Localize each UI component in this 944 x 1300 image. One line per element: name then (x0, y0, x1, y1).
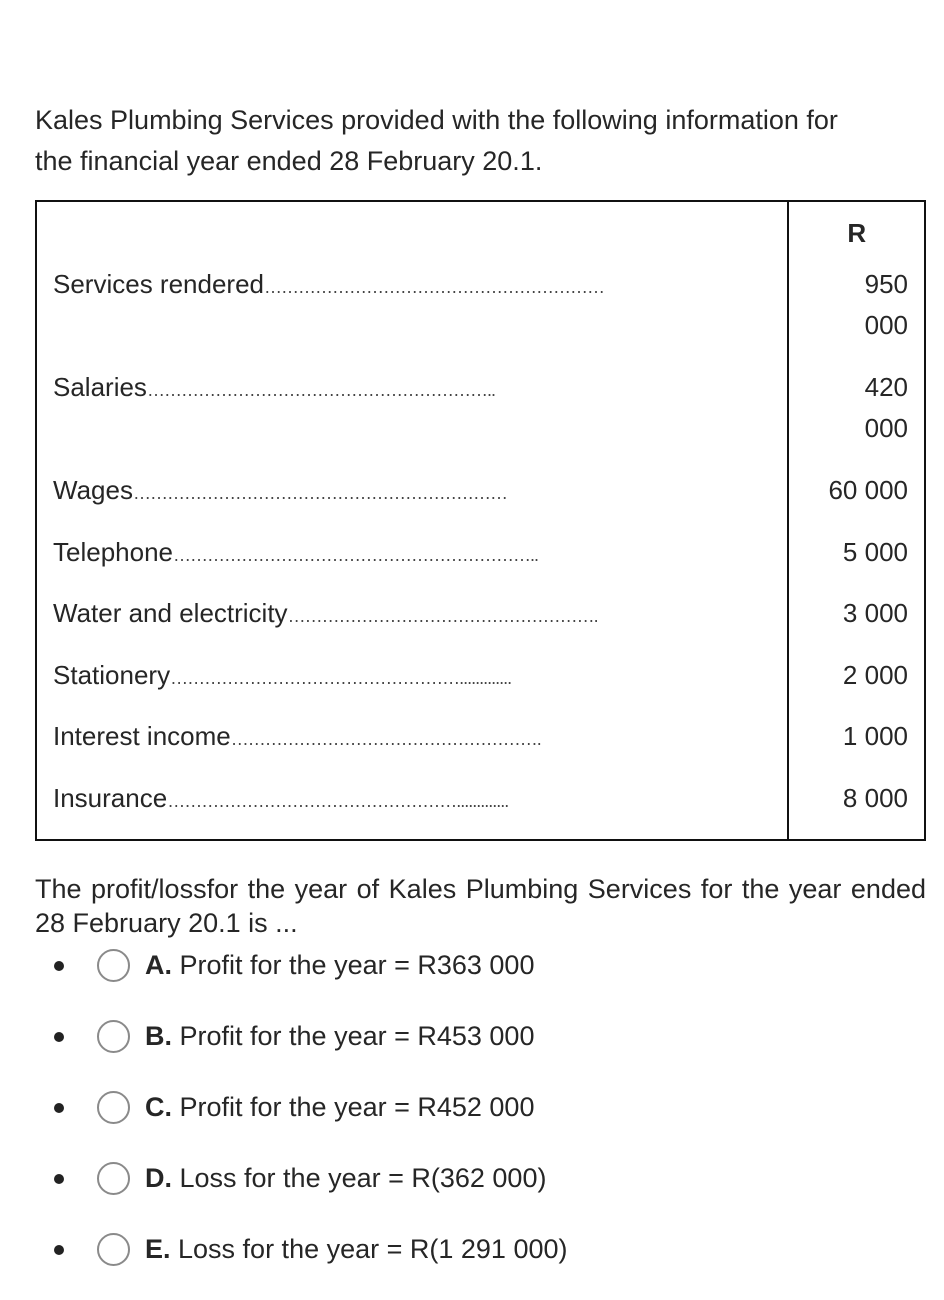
currency-header: R (788, 201, 925, 264)
row-amount: 1 000 (842, 721, 908, 751)
option-text: Profit for the year = R452 000 (172, 1092, 535, 1122)
intro-line-1: Kales Plumbing Services provided with the following information for (35, 105, 838, 135)
row-amount-part-1: 950 (864, 269, 908, 299)
bullet-icon (54, 961, 64, 971)
table-header-row (36, 201, 925, 264)
table-row (36, 778, 925, 841)
bullet-icon (54, 1032, 64, 1042)
radio-button-e[interactable] (97, 1233, 130, 1266)
intro-text (35, 100, 915, 182)
row-label: Telephone (53, 536, 173, 567)
option-b[interactable] (0, 1016, 944, 1087)
row-label: Salaries (53, 372, 147, 402)
row-amount-part-2: 000 (864, 413, 908, 443)
dot-leader: ………………………………………………. (287, 606, 598, 626)
row-label: Insurance (53, 782, 168, 813)
option-b-label[interactable] (145, 1016, 534, 1056)
question-text: The profit/lossfor the year of Kales Plumbing Services for the year ended 28 February 20.1 is ... (35, 874, 926, 938)
dot-leader: ……………………………………………………….. (173, 544, 539, 565)
bullet-icon (54, 1245, 64, 1255)
radio-button-a[interactable] (97, 949, 130, 982)
option-text: Loss for the year = R(362 000) (172, 1163, 547, 1193)
dot-leader: ………………………………………………………… (132, 483, 507, 503)
row-amount: 3 000 (842, 598, 908, 628)
row-amount-part-2: 000 (864, 310, 908, 340)
option-c-label[interactable] (145, 1087, 534, 1127)
description-header (36, 201, 788, 264)
bullet-icon (54, 1103, 64, 1113)
intro-line-2: the financial year ended 28 February 20.1. (35, 146, 543, 176)
answer-options (0, 945, 944, 1300)
row-label: Stationery (53, 659, 171, 690)
radio-button-c[interactable] (97, 1091, 130, 1124)
financial-data-table (35, 200, 926, 841)
dot-leader: …………………………………………………… (264, 277, 604, 297)
option-d[interactable] (0, 1158, 944, 1229)
table-row (36, 264, 925, 367)
dot-leader: …………………………………………………….. (146, 380, 495, 400)
option-text: Profit for the year = R363 000 (172, 950, 535, 980)
option-letter: B. (145, 1021, 172, 1051)
option-letter: A. (145, 950, 172, 980)
radio-button-b[interactable] (97, 1020, 130, 1053)
table-row (36, 532, 925, 594)
option-text: Loss for the year = R(1 291 000) (170, 1234, 568, 1264)
option-e-label[interactable] (145, 1229, 568, 1269)
row-amount: 5 000 (842, 536, 908, 567)
option-c[interactable] (0, 1087, 944, 1158)
row-label: Water and electricity (53, 598, 288, 628)
option-letter: C. (145, 1092, 172, 1122)
radio-button-d[interactable] (97, 1162, 130, 1195)
dot-leader: ………………………………………………. (230, 729, 541, 749)
table-row (36, 367, 925, 470)
row-amount: 2 000 (842, 659, 908, 690)
dot-leader: ……………………………………………............. (170, 667, 512, 688)
option-letter: E. (145, 1234, 171, 1264)
option-a[interactable] (0, 945, 944, 1016)
dot-leader: ……………………………………………............. (167, 790, 509, 811)
option-d-label[interactable] (145, 1158, 546, 1198)
option-letter: D. (145, 1163, 172, 1193)
table-row (36, 470, 925, 532)
row-amount: 8 000 (842, 782, 908, 813)
row-label: Services rendered (53, 269, 264, 299)
option-a-label[interactable] (145, 945, 534, 985)
option-e[interactable] (0, 1229, 944, 1300)
row-amount-part-1: 420 (864, 372, 908, 402)
table-row (36, 716, 925, 778)
row-label: Interest income (53, 721, 231, 751)
row-label: Wages (53, 475, 133, 505)
option-text: Profit for the year = R453 000 (172, 1021, 535, 1051)
table-row (36, 593, 925, 655)
bullet-icon (54, 1174, 64, 1184)
table-row (36, 655, 925, 717)
row-amount: 60 000 (828, 475, 908, 505)
